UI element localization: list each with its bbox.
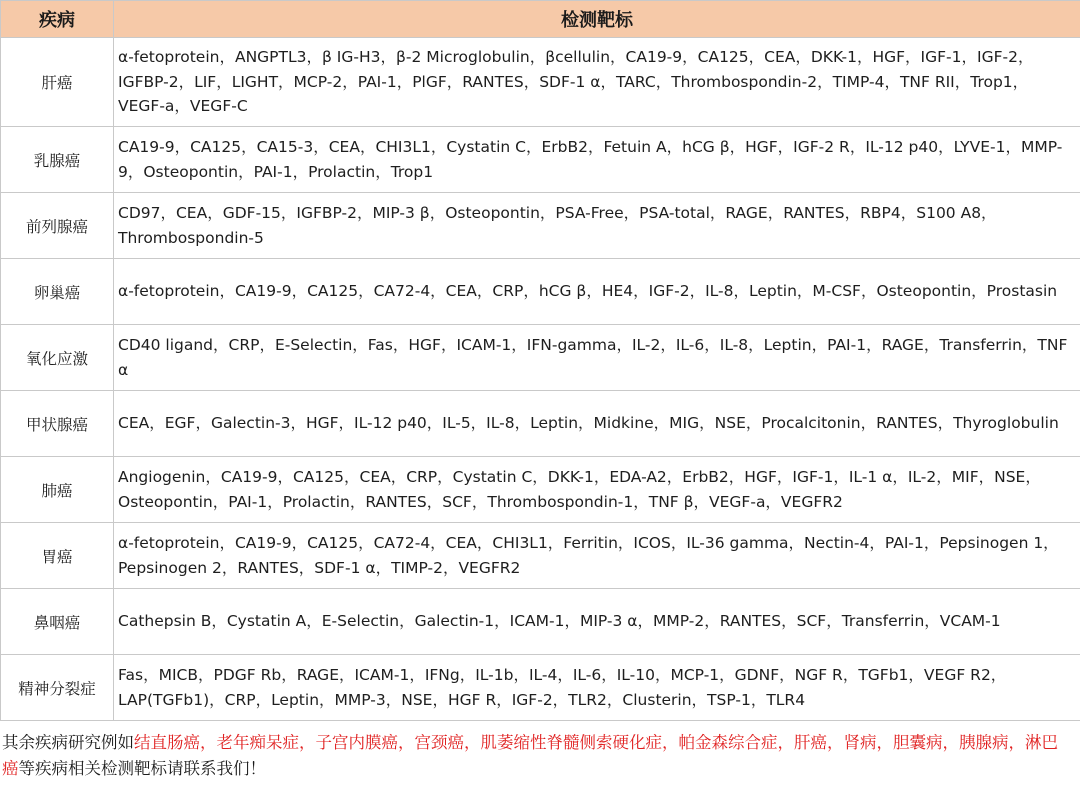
footer-note — [2, 730, 1072, 782]
disease-cell: 肺癌 — [1, 457, 114, 523]
table-row — [1, 589, 1080, 655]
targets-cell: α-fetoprotein，CA19-9，CA125，CA72-4，CEA，CRP，hCG β，HE4，IGF-2，IL-8，Leptin，M-CSF，Osteopontin，Prostasin — [114, 259, 1080, 325]
disease-cell: 氧化应激 — [1, 325, 114, 391]
footer-highlight: 结直肠癌，老年痴呆症，子宫内膜癌，宫颈癌，肌萎缩性脊髓侧索硬化症，帕金森综合症，肝癌，肾病，胆囊病，胰腺病，淋巴癌 — [2, 733, 1058, 778]
targets-cell: Angiogenin，CA19-9，CA125，CEA，CRP，Cystatin C，DKK-1，EDA-A2，ErbB2，HGF，IGF-1，IL-1 α，IL-2，MIF，NSE，Osteopontin，PAI-1，Prolactin，RANTES，SCF，Thrombospondin-1，TNF β，VEGF-a，VEGFR2 — [114, 457, 1080, 523]
footer-prefix: 其余疾病研究例如 — [2, 733, 134, 752]
table-row — [1, 391, 1080, 457]
targets-cell: α-fetoprotein，ANGPTL3，β IG-H3，β-2 Microglobulin，βcellulin，CA19-9，CA125，CEA，DKK-1，HGF，IGF-1，IGF-2，IGFBP-2，LIF，LIGHT，MCP-2，PAI-1，PlGF，RANTES，SDF-1 α，TARC，Thrombospondin-2，TIMP-4，TNF RII，Trop1，VEGF-a，VEGF-C — [114, 38, 1080, 127]
table-row — [1, 325, 1080, 391]
footer-suffix: 等疾病相关检测靶标请联系我们！ — [18, 759, 266, 778]
table-row — [1, 457, 1080, 523]
table-row — [1, 655, 1080, 721]
disease-cell: 卵巢癌 — [1, 259, 114, 325]
disease-cell: 精神分裂症 — [1, 655, 114, 721]
targets-cell: CA19-9，CA125，CA15-3，CEA，CHI3L1，Cystatin C，ErbB2，Fetuin A，hCG β，HGF，IGF-2 R，IL-12 p40，LYVE-1，MMP-9，Osteopontin，PAI-1，Prolactin，Trop1 — [114, 127, 1080, 193]
targets-cell: CD97，CEA，GDF-15，IGFBP-2，MIP-3 β，Osteopontin，PSA-Free，PSA-total，RAGE，RANTES，RBP4，S100 A8，Thrombospondin-5 — [114, 193, 1080, 259]
table-header-row — [1, 1, 1080, 38]
header-disease: 疾病 — [1, 1, 114, 38]
targets-cell: α-fetoprotein，CA19-9，CA125，CA72-4，CEA，CHI3L1，Ferritin，ICOS，IL-36 gamma，Nectin-4，PAI-1，Pepsinogen 1，Pepsinogen 2，RANTES，SDF-1 α，TIMP-2，VEGFR2 — [114, 523, 1080, 589]
header-targets: 检测靶标 — [114, 1, 1080, 38]
disease-cell: 肝癌 — [1, 38, 114, 127]
disease-cell: 乳腺癌 — [1, 127, 114, 193]
disease-cell: 胃癌 — [1, 523, 114, 589]
disease-cell: 前列腺癌 — [1, 193, 114, 259]
targets-cell: Cathepsin B，Cystatin A，E-Selectin，Galectin-1，ICAM-1，MIP-3 α，MMP-2，RANTES，SCF，Transferrin，VCAM-1 — [114, 589, 1080, 655]
table-row — [1, 38, 1080, 127]
table-row — [1, 193, 1080, 259]
targets-cell: Fas，MICB，PDGF Rb，RAGE，ICAM-1，IFNg，IL-1b，IL-4，IL-6，IL-10，MCP-1，GDNF，NGF R，TGFb1，VEGF R2，LAP(TGFb1)，CRP，Leptin，MMP-3，NSE，HGF R，IGF-2，TLR2，Clusterin，TSP-1，TLR4 — [114, 655, 1080, 721]
targets-cell: CD40 ligand，CRP，E-Selectin，Fas，HGF，ICAM-1，IFN-gamma，IL-2，IL-6，IL-8，Leptin，PAI-1，RAGE，Transferrin，TNF α — [114, 325, 1080, 391]
table-row — [1, 127, 1080, 193]
disease-cell: 鼻咽癌 — [1, 589, 114, 655]
table-row — [1, 259, 1080, 325]
table-row — [1, 523, 1080, 589]
targets-cell: CEA，EGF，Galectin-3，HGF，IL-12 p40，IL-5，IL-8，Leptin，Midkine，MIG，NSE，Procalcitonin，RANTES，Thyroglobulin — [114, 391, 1080, 457]
disease-cell: 甲状腺癌 — [1, 391, 114, 457]
